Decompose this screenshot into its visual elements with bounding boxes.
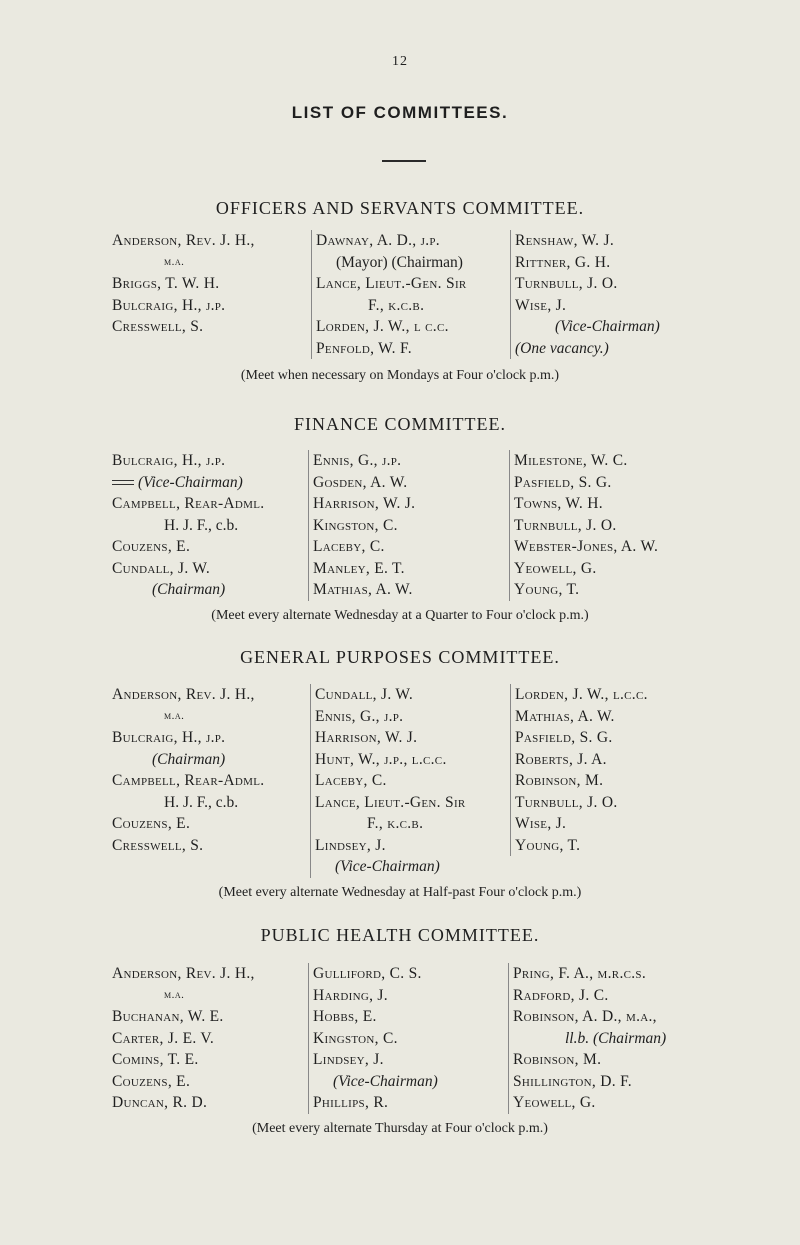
member-entry: Young, T.: [515, 836, 581, 854]
meeting-note: (Meet every alternate Wednesday at Half-past Four o'clock p.m.): [218, 885, 582, 900]
member-column-3: [508, 963, 666, 1114]
member-entry: Wise, J.: [515, 815, 567, 832]
committee-title: FINANCE COMMITTEE.: [294, 414, 506, 434]
member-entry: Anderson, Rev. J. H.,: [112, 232, 255, 249]
member-entry: Laceby, C.: [313, 538, 385, 555]
meeting-note: (Meet every alternate Wednesday at a Quarter to Four o'clock p.m.): [211, 608, 589, 623]
member-entry: Lindsey, J.: [313, 1051, 384, 1068]
member-entry: Lance, Lieut.-Gen. Sir: [315, 793, 466, 811]
member-entry: Carter, J. E. V.: [112, 1029, 215, 1047]
member-entry: Cundall, J. W.: [112, 559, 211, 577]
member-entry: Couzens, E.: [112, 815, 191, 832]
member-entry: Ennis, G., j.p.: [315, 707, 404, 725]
member-entry: Mathias, A. W.: [313, 581, 413, 598]
committee-title: GENERAL PURPOSES COMMITTEE.: [240, 647, 560, 667]
member-entry: Milestone, W. C.: [514, 452, 628, 469]
ditto-dash: [112, 480, 134, 485]
member-entry: Yeowell, G.: [514, 559, 597, 577]
member-entry: Lance, Lieut.-Gen. Sir: [316, 275, 467, 292]
page-title: LIST OF COMMITTEES.: [291, 103, 509, 122]
member-entry: Kingston, C.: [313, 516, 398, 534]
member-entry: F., k.c.b.: [368, 296, 425, 314]
member-entry: Buchanan, W. E.: [112, 1008, 224, 1025]
member-entry: Anderson, Rev. J. H.,: [112, 965, 255, 982]
member-entry: Wise, J.: [515, 296, 567, 314]
member-entry: Cresswell, S.: [112, 836, 204, 854]
member-column-2: [308, 963, 438, 1114]
member-entry: Briggs, T. W. H.: [112, 275, 220, 292]
member-entry: Lorden, J. W., l c.c.: [316, 318, 449, 335]
member-entry: Harrison, W. J.: [315, 729, 418, 746]
member-entry: H. J. F., c.b.: [164, 793, 239, 811]
member-column-1: [112, 963, 255, 1114]
member-column-1: [112, 450, 264, 601]
member-entry: F., k.c.b.: [367, 815, 424, 832]
member-entry: Penfold, W. F.: [316, 339, 412, 357]
member-entry: Robinson, M.: [515, 772, 604, 789]
member-entry: Harrison, W. J.: [313, 495, 416, 512]
member-entry: m.a.: [164, 988, 185, 1001]
member-entry: Lindsey, J.: [315, 836, 386, 854]
member-entry: (One vacancy.): [515, 339, 609, 357]
member-column-2: [311, 230, 467, 359]
member-entry: (Vice-Chairman): [555, 318, 660, 335]
member-entry: Webster-Jones, A. W.: [514, 538, 659, 555]
member-entry: Renshaw, W. J.: [515, 232, 615, 249]
member-entry: Ennis, G., j.p.: [313, 452, 402, 469]
member-column-2: [308, 450, 415, 601]
page-number: 12: [392, 54, 408, 69]
member-entry: Anderson, Rev. J. H.,: [112, 686, 255, 703]
member-entry: (Vice-Chairman): [335, 858, 440, 875]
member-column-1: [112, 684, 264, 856]
member-column-1: [112, 230, 255, 338]
member-entry: Turnbull, J. O.: [515, 793, 618, 811]
member-entry: Young, T.: [514, 581, 580, 598]
member-entry: ll.b. (Chairman): [565, 1029, 667, 1047]
member-column-3: [510, 684, 648, 856]
member-entry: m.a.: [164, 709, 185, 722]
member-entry: Hunt, W., j.p., l.c.c.: [315, 750, 447, 768]
committee-title: PUBLIC HEALTH COMMITTEE.: [260, 925, 540, 945]
member-entry: Rittner, G. H.: [515, 253, 611, 271]
member-entry: (Chairman): [152, 750, 226, 768]
member-entry: Towns, W. H.: [514, 495, 603, 512]
member-entry: Lorden, J. W., l.c.c.: [515, 686, 648, 703]
meeting-note: (Meet when necessary on Mondays at Four o'clock p.m.): [240, 368, 560, 383]
title-divider: [382, 160, 426, 162]
member-entry: Pasfield, S. G.: [515, 729, 613, 746]
member-entry: Radford, J. C.: [513, 986, 609, 1004]
meeting-note: (Meet every alternate Thursday at Four o'clock p.m.): [252, 1121, 548, 1136]
member-entry: (Vice-Chairman): [333, 1072, 438, 1090]
member-column-2: [310, 684, 466, 878]
member-column-3: [510, 230, 660, 359]
member-entry: H. J. F., c.b.: [164, 516, 239, 534]
member-entry: Shillington, D. F.: [513, 1072, 632, 1090]
member-entry: Cundall, J. W.: [315, 686, 414, 703]
member-entry: Gulliford, C. S.: [313, 965, 422, 982]
member-entry: Hobbs, E.: [313, 1008, 377, 1025]
member-column-3: [509, 450, 658, 601]
member-entry: Comins, T. E.: [112, 1051, 199, 1068]
member-entry: Turnbull, J. O.: [514, 516, 617, 534]
member-entry: (Chairman): [152, 581, 226, 598]
member-entry: Roberts, J. A.: [515, 750, 607, 768]
member-entry: Couzens, E.: [112, 538, 191, 555]
member-entry: Dawnay, A. D., j.p.: [316, 232, 440, 249]
member-entry: Couzens, E.: [112, 1072, 191, 1090]
member-entry: (Vice-Chairman): [112, 472, 264, 494]
member-entry: Gosden, A. W.: [313, 473, 408, 491]
member-entry: (Mayor) (Chairman): [336, 253, 463, 271]
member-entry: m.a.: [164, 255, 185, 268]
member-entry: Harding, J.: [313, 986, 388, 1004]
member-entry: Yeowell, G.: [513, 1094, 596, 1111]
member-entry: Phillips, R.: [313, 1094, 389, 1111]
member-entry: Pring, F. A., m.r.c.s.: [513, 965, 647, 982]
member-entry: Mathias, A. W.: [515, 707, 615, 725]
committee-title: OFFICERS AND SERVANTS COMMITTEE.: [215, 198, 585, 218]
member-entry: Robinson, A. D., m.a.,: [513, 1008, 657, 1025]
member-entry: Kingston, C.: [313, 1029, 398, 1047]
member-entry: Bulcraig, H., j.p.: [112, 296, 226, 314]
member-entry: Turnbull, J. O.: [515, 275, 618, 292]
member-entry: Cresswell, S.: [112, 318, 204, 335]
member-entry: Bulcraig, H., j.p.: [112, 452, 226, 469]
member-entry: Campbell, Rear-Adml.: [112, 495, 265, 512]
member-entry: Laceby, C.: [315, 772, 387, 789]
member-entry: Manley, E. T.: [313, 559, 405, 577]
member-entry: Bulcraig, H., j.p.: [112, 729, 226, 746]
member-entry: Campbell, Rear-Adml.: [112, 772, 265, 789]
member-entry: Duncan, R. D.: [112, 1094, 208, 1111]
member-entry: Pasfield, S. G.: [514, 473, 612, 491]
member-entry: Robinson, M.: [513, 1051, 602, 1068]
